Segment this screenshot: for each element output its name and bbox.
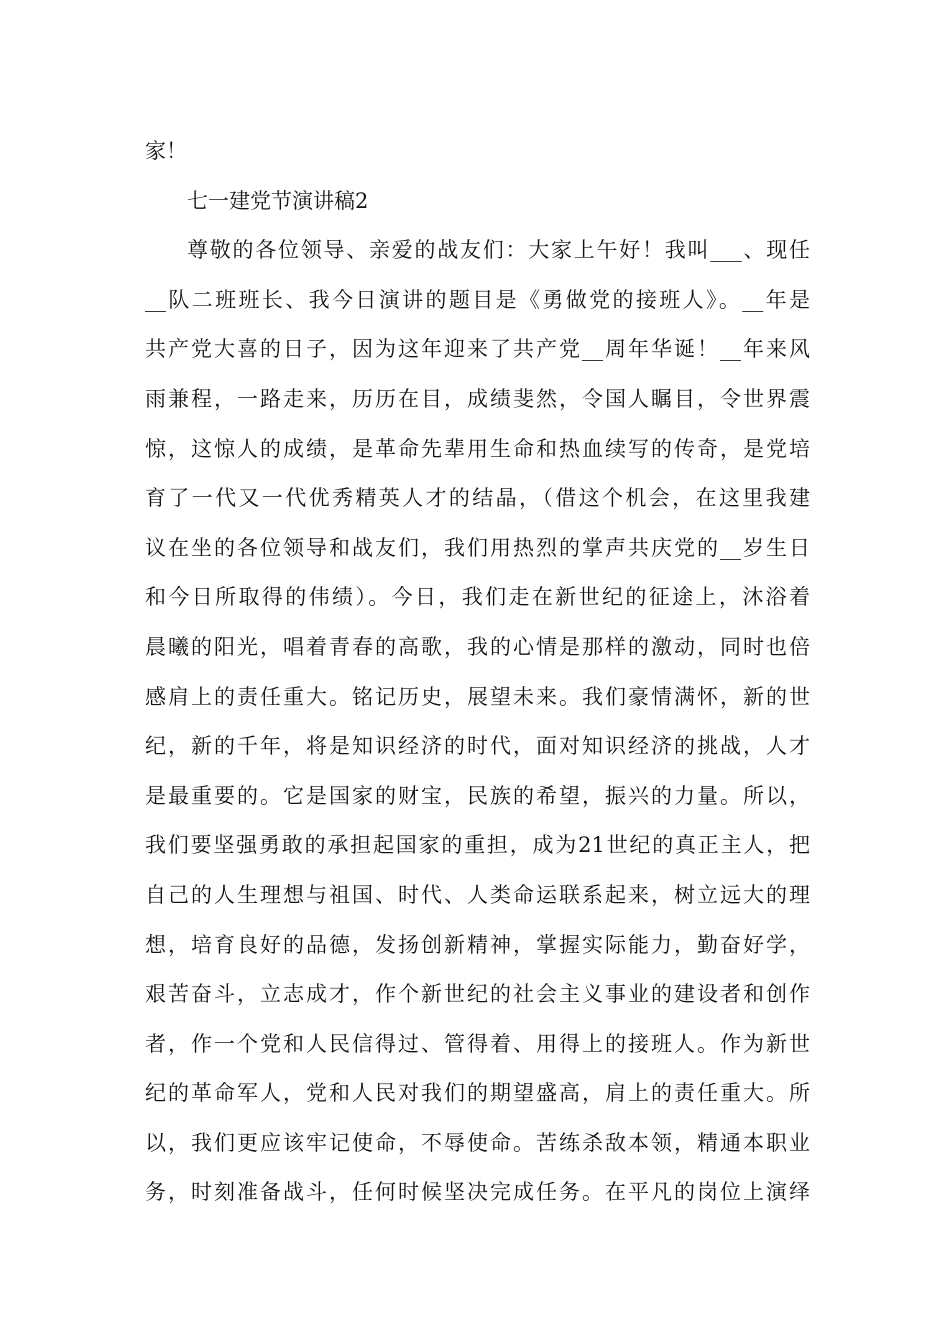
text-line: 家！	[145, 139, 187, 163]
text-line: 议在坐的各位领导和战友们，我们用热烈的掌声共庆党的__岁生日	[145, 535, 810, 560]
text-line: 共产党大喜的日子，因为这年迎来了共产党__周年华诞！__年来风	[145, 337, 810, 362]
text-line: 以，我们更应该牢记使命，不辱使命。苦练杀敌本领，精通本职业	[145, 1130, 810, 1155]
text-line: 者，作一个党和人民信得过、管得着、用得上的接班人。作为新世	[145, 1031, 810, 1056]
section-heading: 七一建党节演讲稿2	[187, 188, 369, 213]
text-line: 雨兼程，一路走来，历历在目，成绩斐然，令国人瞩目，令世界震	[145, 386, 810, 411]
text-line: 我们要坚强勇敢的承担起国家的重担，成为21世纪的真正主人，把	[145, 833, 810, 858]
text-line: 惊，这惊人的成绩，是革命先辈用生命和热血续写的传奇，是党培	[145, 436, 810, 461]
text-line: 想，培育良好的品德，发扬创新精神，掌握实际能力，勤奋好学，	[145, 932, 810, 957]
text-line: 自己的人生理想与祖国、时代、人类命运联系起来，树立远大的理	[145, 882, 810, 907]
document-body	[145, 127, 810, 1218]
text-line: __队二班班长、我今日演讲的题目是《勇做党的接班人》。__年是	[145, 287, 810, 312]
text-line: 晨曦的阳光，唱着青春的高歌，我的心情是那样的激动，同时也倍	[145, 634, 810, 659]
text-line: 纪的革命军人，党和人民对我们的期望盛高，肩上的责任重大。所	[145, 1081, 810, 1106]
text-line: 尊敬的各位领导、亲爱的战友们：大家上午好！我叫___、现任	[187, 238, 810, 263]
text-line: 务，时刻准备战斗，任何时候坚决完成任务。在平凡的岗位上演绎	[145, 1180, 810, 1205]
text-line: 育了一代又一代优秀精英人才的结晶，（借这个机会，在这里我建	[145, 486, 810, 511]
text-line: 是最重要的。它是国家的财宝，民族的希望，振兴的力量。所以，	[145, 783, 810, 808]
text-line: 感肩上的责任重大。铭记历史，展望未来。我们豪情满怀，新的世	[145, 684, 810, 709]
text-line: 艰苦奋斗，立志成才，作个新世纪的社会主义事业的建设者和创作	[145, 982, 810, 1007]
text-line: 纪，新的千年，将是知识经济的时代，面对知识经济的挑战，人才	[145, 734, 810, 759]
text-line: 和今日所取得的伟绩）。今日，我们走在新世纪的征途上，沐浴着	[145, 585, 810, 610]
